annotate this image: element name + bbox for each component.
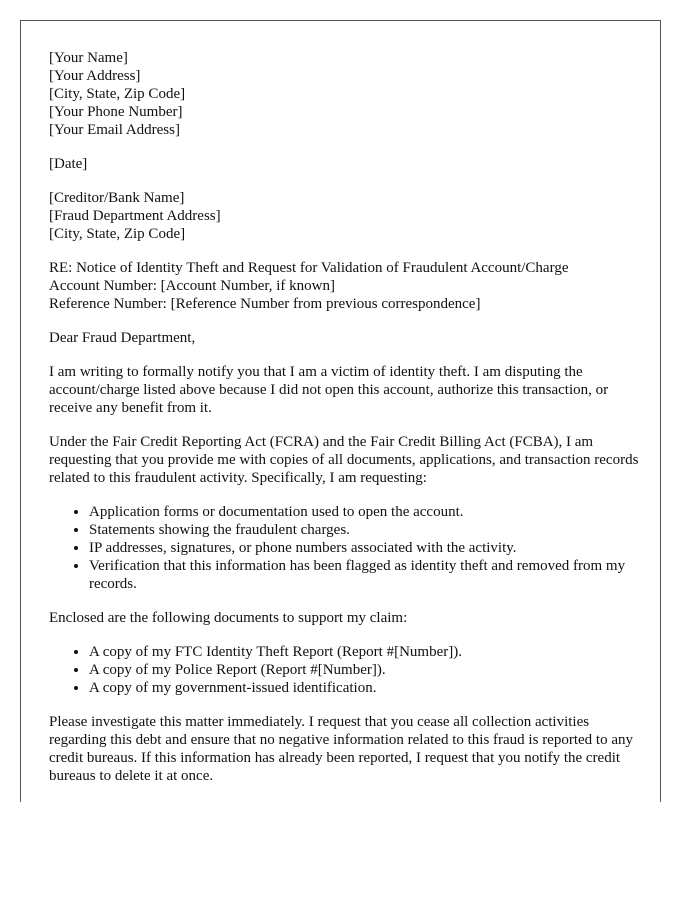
recipient-address: [Fraud Department Address]	[49, 208, 221, 224]
date-block	[49, 155, 639, 173]
enclosure-list	[49, 643, 639, 697]
list-item: • A copy of my Police Report (Report #[Number]).	[89, 661, 639, 679]
paragraph-fcra-request: Under the Fair Credit Reporting Act (FCRA) and the Fair Credit Billing Act (FCBA), I am requesting that you provide me with copies of all documents, applications, and transaction records related to this fraudulent activity. Specifically, I am requesting:	[49, 434, 639, 486]
list-item: • A copy of my government-issued identification.	[89, 679, 639, 697]
letter-page	[20, 20, 661, 802]
paragraph-enclosures-intro: Enclosed are the following documents to support my claim:	[49, 610, 408, 626]
request-list	[49, 503, 639, 593]
paragraph-notification: I am writing to formally notify you that I am a victim of identity theft. I am disputing the account/charge listed above because I did not open this account, authorize this transaction, or receive any benefit from it.	[49, 364, 609, 416]
list-item: • Verification that this information has been flagged as identity theft and removed from my records.	[89, 557, 639, 593]
sender-block	[49, 49, 639, 139]
list-item: • A copy of my FTC Identity Theft Report (Report #[Number]).	[89, 643, 639, 661]
re-block	[49, 259, 639, 313]
re-account-number: Account Number: [Account Number, if known]	[49, 278, 335, 294]
sender-email: [Your Email Address]	[49, 122, 180, 138]
paragraph-investigate: Please investigate this matter immediately. I request that you cease all collection activities regarding this debt and ensure that no negative information related to this fraud is reported to any credit bureaus. If this information has already been reported, I request that you notify the credit bureaus to delete it at once.	[49, 714, 633, 784]
letter-content	[49, 49, 639, 801]
sender-address: [Your Address]	[49, 68, 141, 84]
list-item: • Application forms or documentation used to open the account.	[89, 503, 639, 521]
recipient-name: [Creditor/Bank Name]	[49, 190, 185, 206]
re-subject: RE: Notice of Identity Theft and Request for Validation of Fraudulent Account/Charge	[49, 260, 569, 276]
list-item: • IP addresses, signatures, or phone numbers associated with the activity.	[89, 539, 639, 557]
sender-city-state-zip: [City, State, Zip Code]	[49, 86, 186, 102]
sender-name: [Your Name]	[49, 50, 128, 66]
re-reference-number: Reference Number: [Reference Number from previous correspondence]	[49, 296, 481, 312]
list-item: • Statements showing the fraudulent charges.	[89, 521, 639, 539]
recipient-city-state-zip: [City, State, Zip Code]	[49, 226, 186, 242]
letter-date: [Date]	[49, 156, 88, 172]
recipient-block	[49, 189, 639, 243]
sender-phone: [Your Phone Number]	[49, 104, 183, 120]
salutation: Dear Fraud Department,	[49, 330, 196, 346]
